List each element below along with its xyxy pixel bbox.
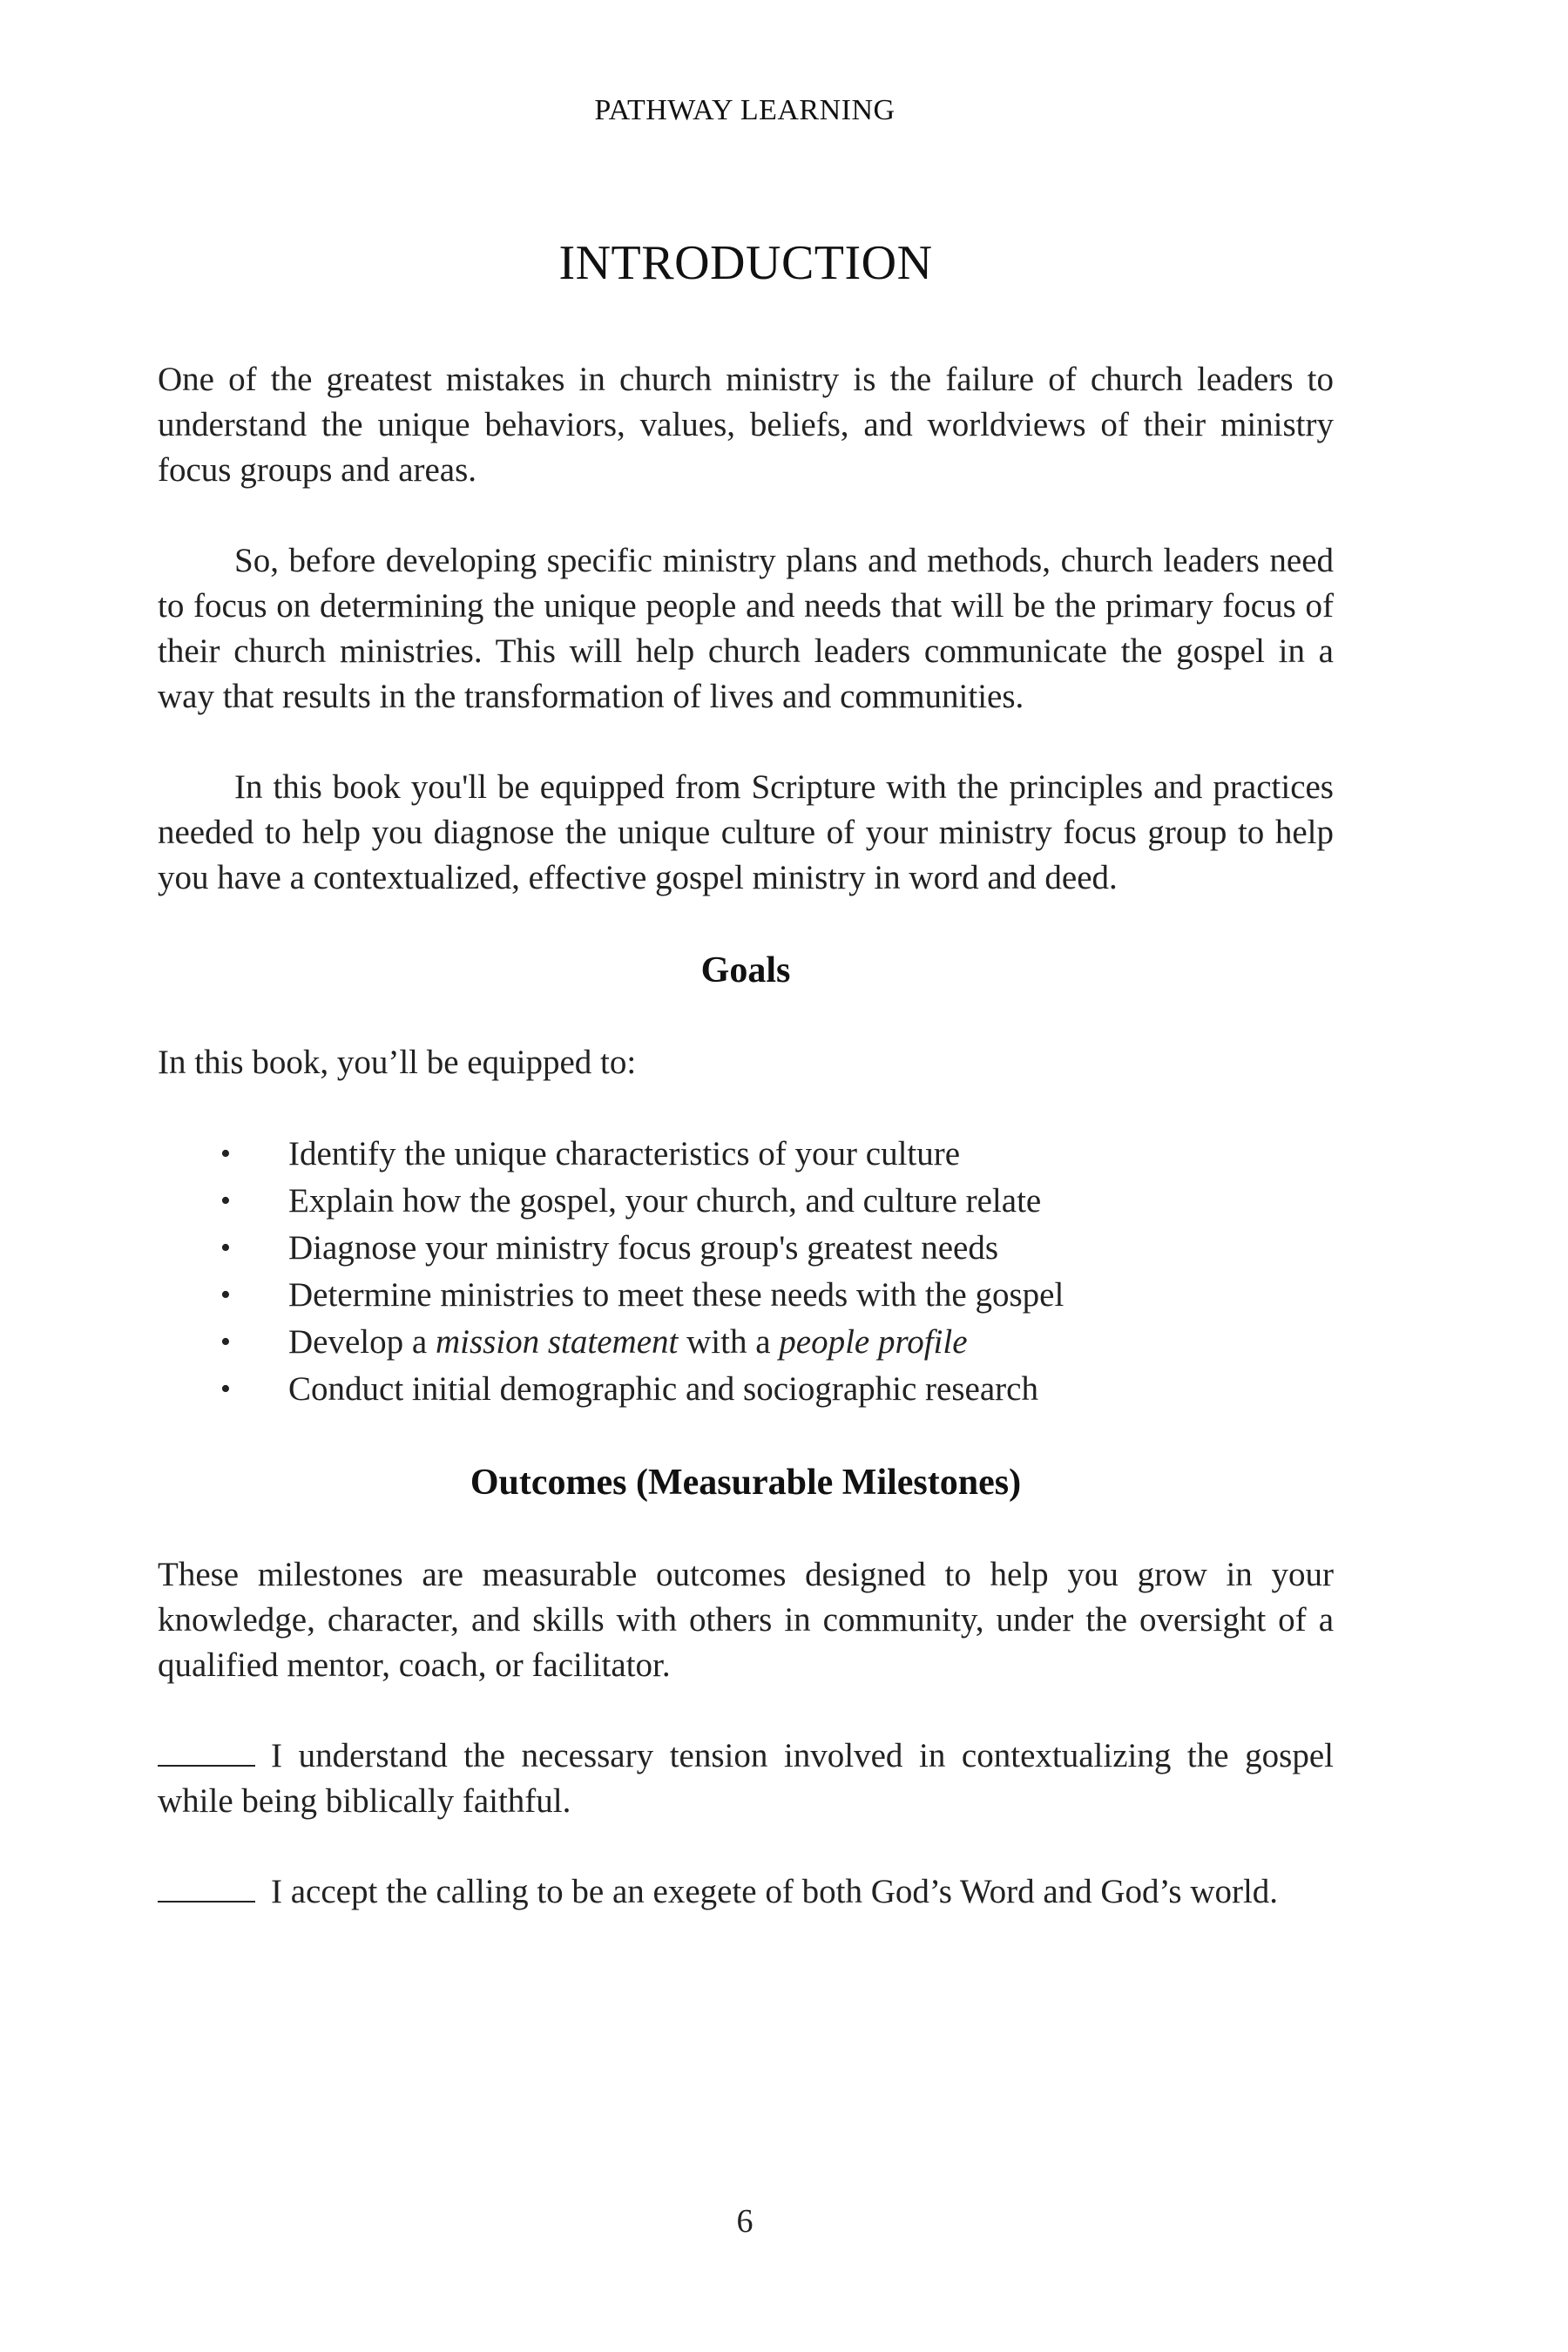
goal-item [158, 1319, 1334, 1366]
bullet-icon: • [220, 1185, 231, 1217]
intro-paragraph-3: In this book you'll be equipped from Scripture with the principles and practices needed to help you diagnose the unique culture of your ministry focus group to help you have a contextualized, effective gospel ministry in word and deed. [158, 768, 1334, 896]
milestone-item [158, 1734, 1334, 1824]
goal-text: Diagnose your ministry focus group's greatest needs [288, 1229, 999, 1267]
bullet-icon: • [220, 1138, 231, 1170]
checkoff-blank[interactable] [158, 1734, 255, 1767]
milestone-text: I understand the necessary tension involved in contextualizing the gospel while being biblically faithful. [158, 1737, 1334, 1820]
goal-item [158, 1366, 1334, 1413]
intro-paragraph-2: So, before developing specific ministry plans and methods, church leaders need to focus on determining the unique people and needs that will be the primary focus of their church ministries. This will help church leaders communicate the gospel in a way that results in the transformation of lives and communities. [158, 542, 1334, 715]
outcomes-intro: These milestones are measurable outcomes designed to help you grow in your knowledge, character, and skills with others in community, under the oversight of a qualified mentor, coach, or facilitator. [158, 1556, 1334, 1684]
goal-text-prefix: Develop a [288, 1323, 436, 1361]
running-header: PATHWAY LEARNING [594, 94, 896, 126]
goals-heading: Goals [700, 950, 791, 990]
goal-text: Explain how the gospel, your church, and culture relate [288, 1182, 1042, 1220]
bullet-icon: • [220, 1232, 231, 1264]
goal-text: Conduct initial demographic and sociographic research [288, 1370, 1038, 1408]
goal-item [158, 1178, 1334, 1225]
goal-item [158, 1272, 1334, 1319]
bullet-icon: • [220, 1326, 231, 1358]
goal-emphasis-people-profile: people profile [779, 1323, 968, 1361]
milestone-text: I accept the calling to be an exegete of both God’s Word and God’s world. [271, 1873, 1279, 1910]
bullet-icon: • [220, 1279, 231, 1311]
bullet-icon: • [220, 1373, 231, 1405]
goal-text: Determine ministries to meet these needs with the gospel [288, 1276, 1064, 1314]
page-content [158, 235, 1334, 1960]
goal-item [158, 1131, 1334, 1178]
goals-list [158, 1131, 1334, 1413]
page-number: 6 [736, 2203, 754, 2240]
goal-text-mid: with a [678, 1323, 780, 1361]
checkoff-blank[interactable] [158, 1869, 255, 1903]
goal-item [158, 1225, 1334, 1272]
goal-emphasis-mission-statement: mission statement [435, 1323, 679, 1361]
chapter-title: INTRODUCTION [558, 236, 933, 290]
outcomes-heading: Outcomes (Measurable Milestones) [470, 1463, 1022, 1503]
goal-text: Identify the unique characteristics of your culture [288, 1135, 961, 1173]
goals-lead: In this book, you’ll be equipped to: [158, 1044, 637, 1081]
milestone-item [158, 1869, 1334, 1915]
intro-paragraph-1: One of the greatest mistakes in church ministry is the failure of church leaders to understand the unique behaviors, values, beliefs, and worldviews of their ministry focus groups and areas. [158, 361, 1334, 489]
